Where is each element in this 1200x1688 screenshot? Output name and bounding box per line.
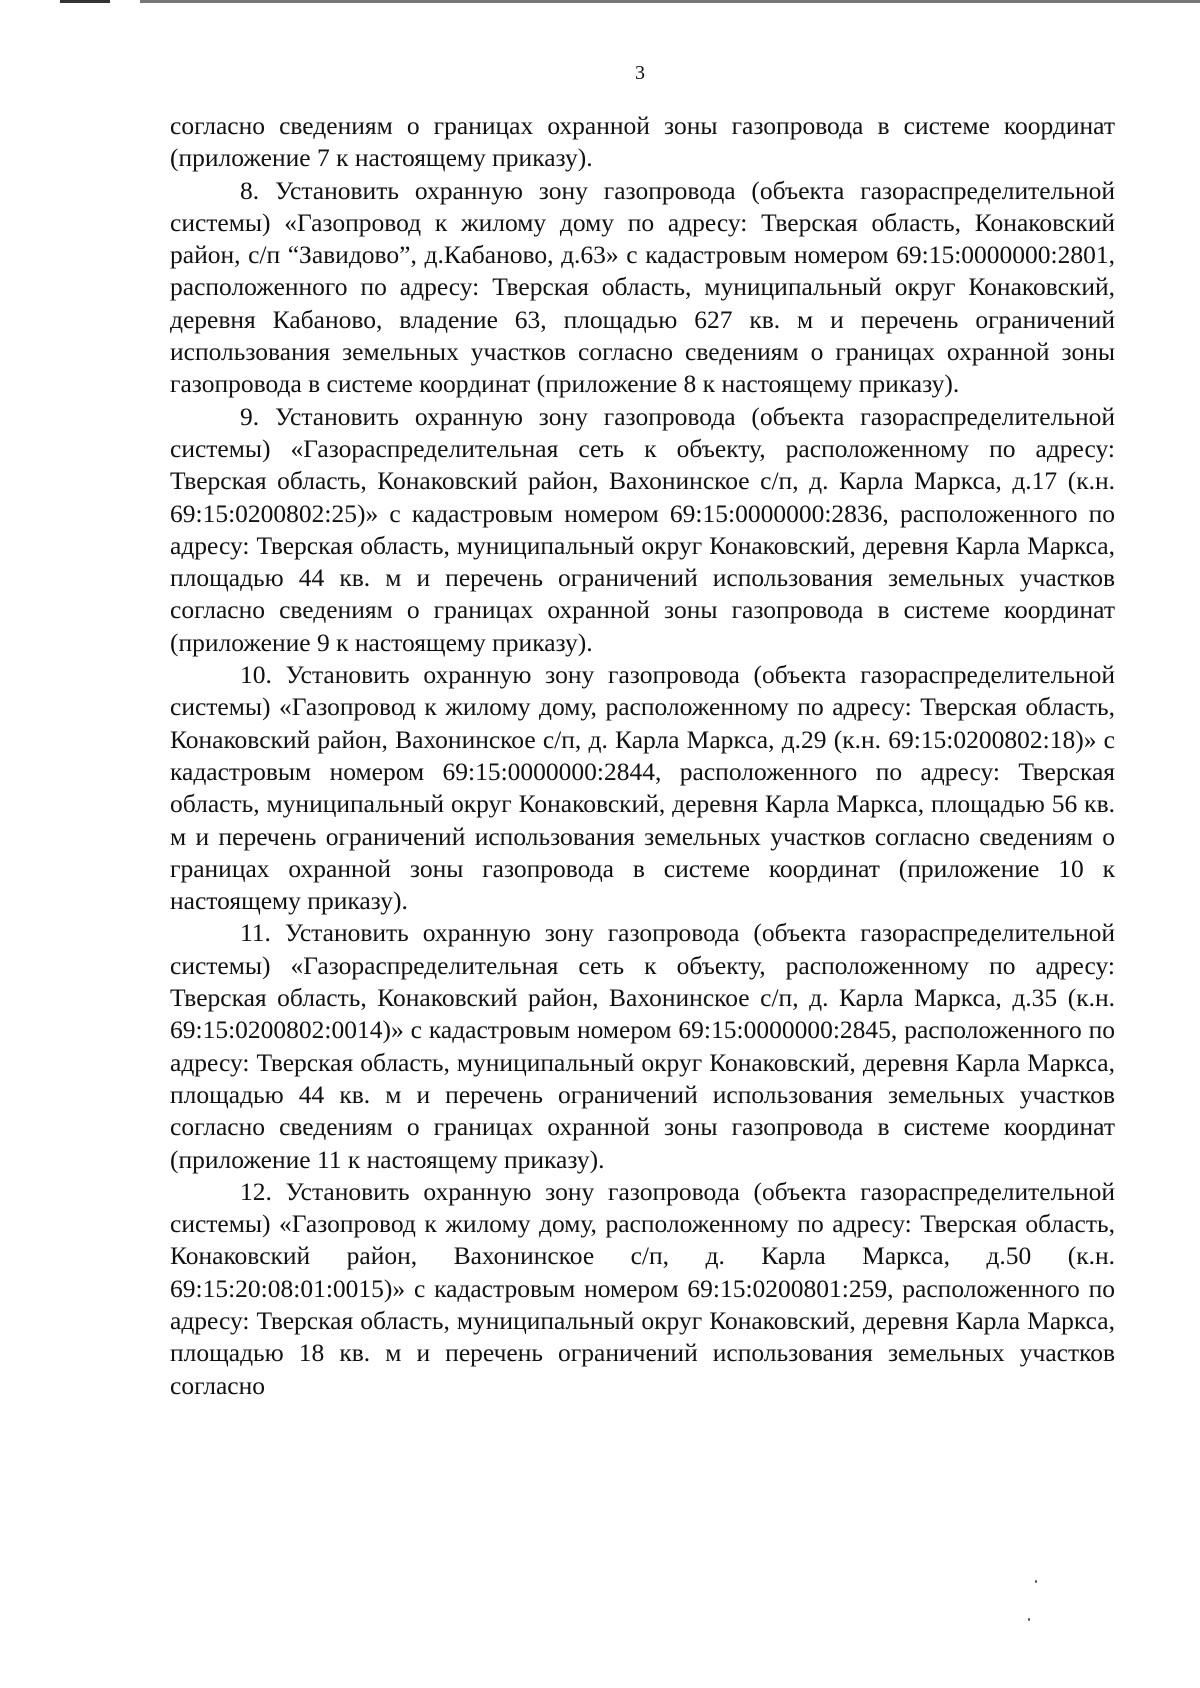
page-number: 3	[635, 62, 645, 84]
scan-top-edge	[0, 0, 1200, 3]
paragraph-continuation: согласно сведениям о границах охранной зоны газопровода в системе координат (приложение 7 к настоящему приказу).	[170, 111, 1115, 173]
document-body	[170, 110, 1115, 1402]
paragraph-item-11: 11. Установить охранную зону газопровода (объекта газораспределительной системы) «Газораспределительная сеть к объекту, расположенному по адресу: Тверская область, Конаковский район, Вахонинское с/п, д. Карла Маркса, д.35 (к.н. 69:15:0200802:0014)» с кадастровым номером 69:15:0000000:2845, расположенного по адресу: Тверская область, муниципальный округ Конаковский, деревня Карла Маркса, площадью 44 кв. м и перечень ограничений использования земельных участков согласно сведениям о границах охранной зоны газопровода в системе координат (приложение 11 к настоящему приказу).	[170, 918, 1115, 1174]
paragraph-item-12: 12. Установить охранную зону газопровода (объекта газораспределительной системы) «Газопровод к жилому дому, расположенному по адресу: Тверская область, Конаковский район, Вахонинское с/п, д. Карла Маркса, д.50 (к.н. 69:15:20:08:01:0015)» с кадастровым номером 69:15:0200801:259, расположенного по адресу: Тверская область, муниципальный округ Конаковский, деревня Карла Маркса, площадью 18 кв. м и перечень ограничений использования земельных участков согласно	[170, 1176, 1115, 1400]
paragraph-item-10: 10. Установить охранную зону газопровода (объекта газораспределительной системы) «Газопровод к жилому дому, расположенному по адресу: Тверская область, Конаковский район, Вахонинское с/п, д. Карла Маркса, д.29 (к.н. 69:15:0200802:18)» с кадастровым номером 69:15:0000000:2844, расположенного по адресу: Тверская область, муниципальный округ Конаковский, деревня Карла Маркса, площадью 56 кв. м и перечень ограничений использования земельных участков согласно сведениям о границах охранной зоны газопровода в системе координат (приложение 10 к настоящему приказу).	[170, 660, 1115, 916]
paragraph-item-9: 9. Установить охранную зону газопровода (объекта газораспределительной системы) «Газораспределительная сеть к объекту, расположенному по адресу: Тверская область, Конаковский район, Вахонинское с/п, д. Карла Маркса, д.17 (к.н. 69:15:0200802:25)» с кадастровым номером 69:15:0000000:2836, расположенного по адресу: Тверская область, муниципальный округ Конаковский, деревня Карла Маркса, площадью 44 кв. м и перечень ограничений использования земельных участков согласно сведениям о границах охранной зоны газопровода в системе координат (приложение 9 к настоящему приказу).	[170, 401, 1115, 657]
paragraph-item-8: 8. Установить охранную зону газопровода (объекта газораспределительной системы) «Газопровод к жилому дому по адресу: Тверская область, Конаковский район, с/п “Завидово”, д.Кабаново, д.63» с кадастровым номером 69:15:0000000:2801, расположенного по адресу: Тверская область, муниципальный округ Конаковский, деревня Кабаново, владение 63, площадью 627 кв. м и перечень ограничений использования земельных участков согласно сведениям о границах охранной зоны газопровода в системе координат (приложение 8 к настоящему приказу).	[170, 175, 1115, 399]
scan-speck	[1035, 1580, 1037, 1583]
scan-speck	[1028, 1618, 1030, 1621]
